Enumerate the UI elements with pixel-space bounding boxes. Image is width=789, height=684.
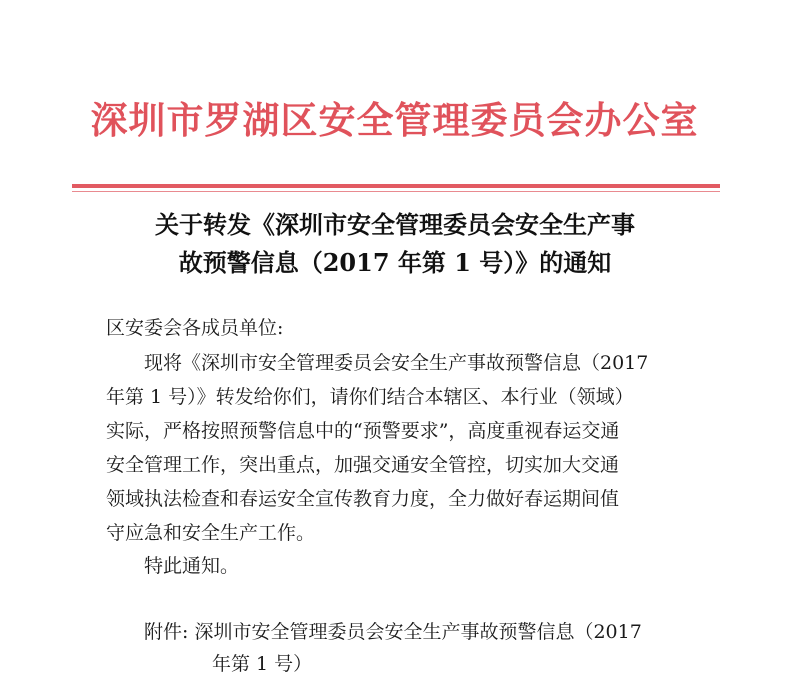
letterhead-red-rule [72, 184, 720, 188]
body-paragraph [106, 346, 696, 550]
attachment-note [144, 616, 704, 680]
salutation: 区安委会各成员单位: [106, 317, 284, 339]
attachment-line-1: 附件: 深圳市安全管理委员会安全生产事故预警信息（2017 [144, 621, 642, 643]
document-title [60, 206, 730, 282]
body-line: 领域执法检查和春运安全宣传教育力度，全力做好春运期间值 [106, 488, 620, 510]
body-line: 安全管理工作，突出重点，加强交通安全管控，切实加大交通 [106, 454, 620, 476]
body-line: 实际，严格按照预警信息中的“预警要求”，高度重视春运交通 [106, 420, 620, 442]
body-line: 现将《深圳市安全管理委员会安全生产事故预警信息（2017 [144, 352, 649, 374]
title-line-1: 关于转发《深圳市安全管理委员会安全生产事 [155, 210, 635, 239]
attachment-line-2: 年第 1 号） [212, 653, 313, 675]
body-line: 守应急和安全生产工作。 [106, 522, 316, 544]
closing-remark: 特此通知。 [144, 555, 240, 577]
letterhead-issuer: 深圳市罗湖区安全管理委员会办公室 [90, 98, 699, 142]
letterhead-red-rule-thin [72, 191, 720, 192]
title-line-2: 故预警信息（2017 年第 1 号）》的通知 [178, 248, 612, 277]
body-line: 年第 1 号）》转发给你们，请你们结合本辖区、本行业（领域） [106, 386, 634, 408]
